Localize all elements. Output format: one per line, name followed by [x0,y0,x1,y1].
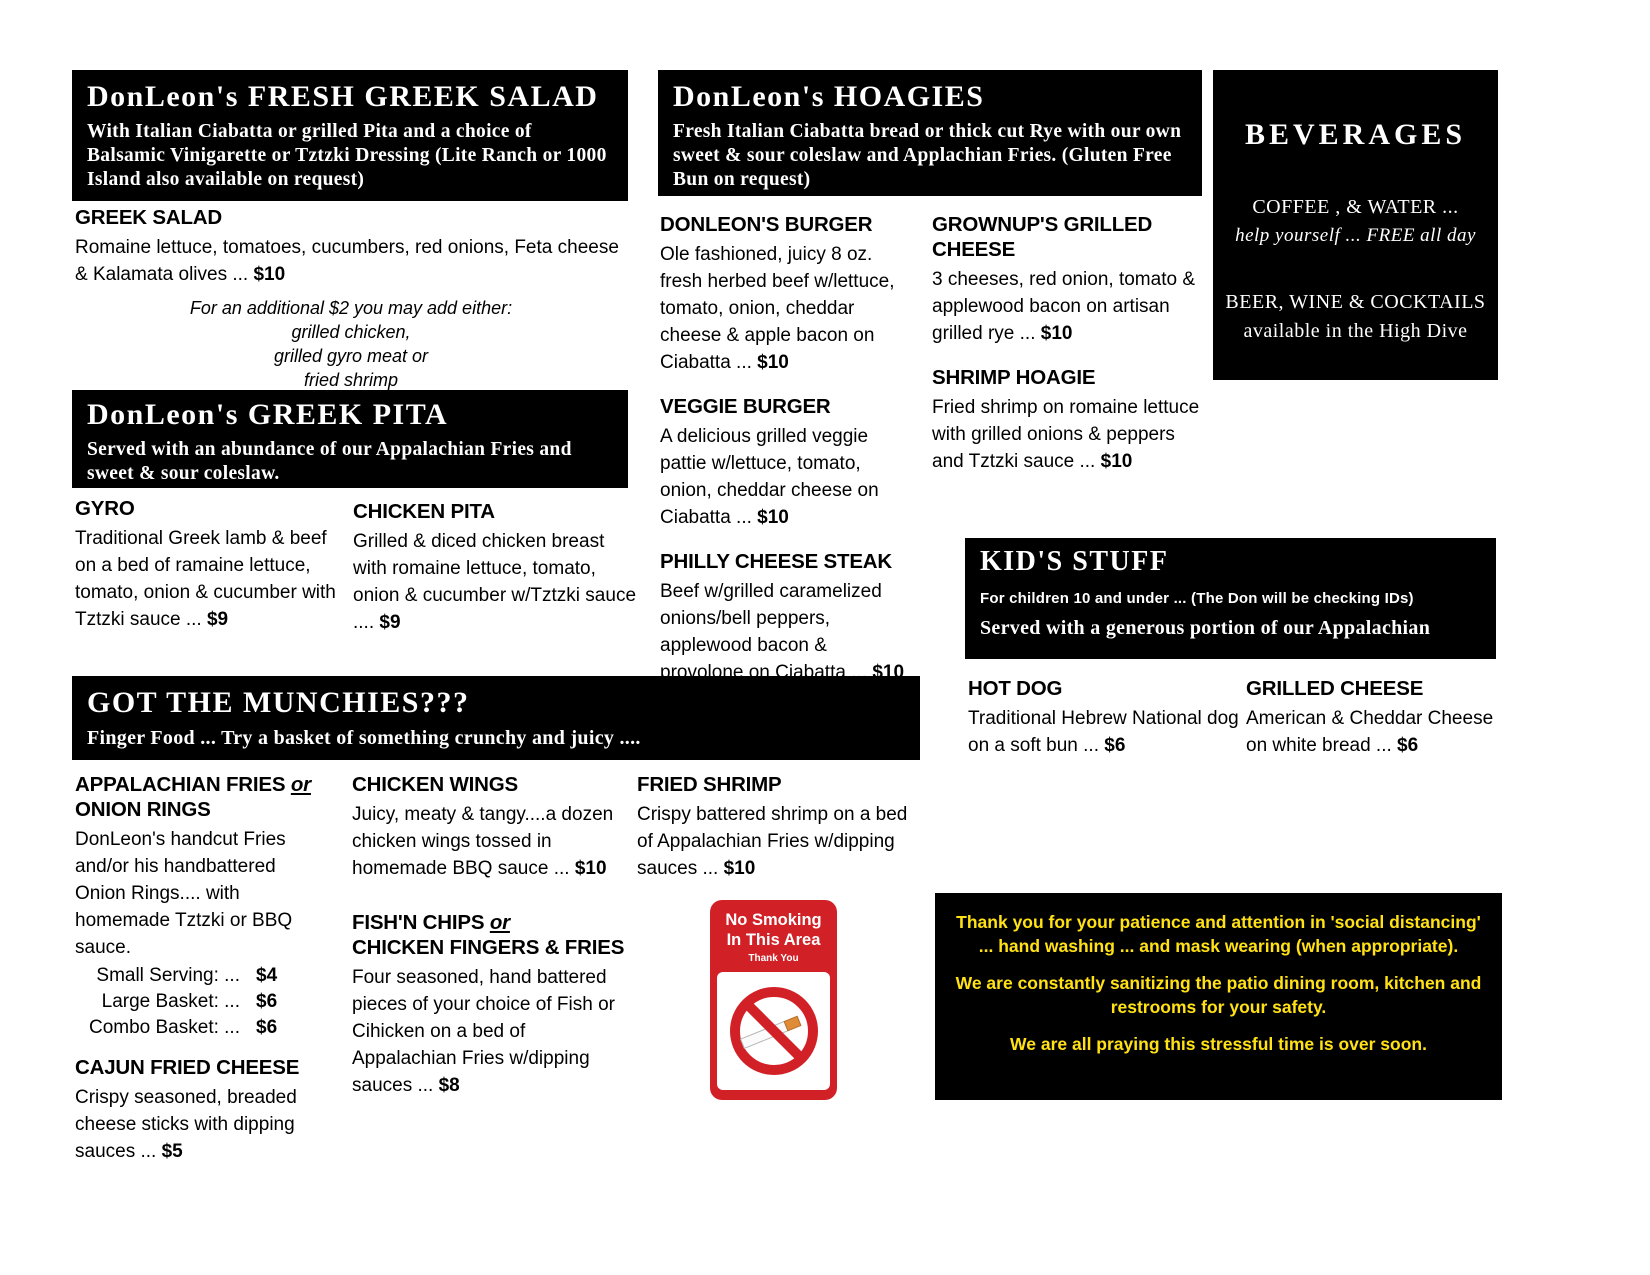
greek-salad-addon-note [75,296,627,392]
no-smoking-symbol-panel [717,972,830,1090]
item-desc-text: American & Cheddar Cheese on white bread ... [1246,708,1494,756]
item-name [75,772,331,822]
item-name-part: ONION RINGS [75,798,211,821]
item-desc-text: Romaine lettuce, tomatoes, cucumbers, red onions, Feta cheese & Kalamata olives ... [75,237,619,285]
item-name: CAJUN FRIED CHEESE [75,1056,300,1079]
beverages-title: BEVERAGES [1244,118,1467,151]
hoagies-column-left [660,212,914,708]
price-label: Small Serving: ... [96,965,240,986]
price-line [75,1015,331,1041]
item-price: $4 [256,965,278,986]
item-desc-text: Crispy battered shrimp on a bed of Appalachian Fries w/dipping sauces ... [637,804,908,879]
munchies-column-3 [637,772,923,904]
item-desc-text: Traditional Hebrew National dog on a soft bun ... [968,708,1239,756]
section-subtitle-hoagies: Fresh Italian Ciabatta bread or thick cut Rye with our own sweet & sour coleslaw and Applachian Fries. (Gluten Free Bun on request) [673,121,1182,190]
item-name: VEGGIE BURGER [660,395,831,418]
item-description: DonLeon's handcut Fries and/or his handbattered Onion Rings.... with homemade Tztzki or BBQ sauce. [75,829,293,958]
menu-item-appalachian-fries [75,772,331,1041]
item-name-part: APPALACHIAN FRIES [75,773,286,796]
item-desc-text: Ole fashioned, juicy 8 oz. fresh herbed beef w/lettuce, tomato, onion, cheddar cheese & apple bacon on Ciabatta ... [660,244,895,373]
item-name [352,910,625,960]
no-smoking-icon [724,981,824,1081]
item-desc-text: Fried shrimp on romaine lettuce with grilled onions & peppers and Tztzki sauce ... [932,397,1200,472]
item-price: $10 [723,858,756,879]
menu-item-kids-grilled-cheese [1246,676,1500,759]
item-description [352,801,614,882]
item-description [660,578,914,686]
item-name: GROWNUP'S GRILLED CHEESE [932,213,1153,261]
menu-item-hot-dog [968,676,1244,759]
addon-line: fried shrimp [303,370,399,390]
item-price: $6 [256,1017,278,1038]
item-name: CHICKEN WINGS [352,773,518,796]
item-price: $6 [1104,735,1126,756]
section-title-greek-salad: DonLeon's FRESH GREEK SALAD [87,80,599,113]
item-desc-text: Four seasoned, hand battered pieces of your choice of Fish or Cihicken on a bed of Appalachian Fries w/dipping sauces ... [352,967,615,1096]
item-price: $10 [253,264,286,285]
section-subtitle-kids: Served with a generous portion of our Appalachian [980,617,1431,639]
menu-item-grownups-grilled-cheese [932,212,1202,347]
item-description [1246,705,1500,759]
item-price: $9 [379,612,401,633]
covid-notice-paragraph: We are all praying this stressful time is over soon. [1010,1034,1427,1054]
menu-item-philly-cheese-steak [660,549,914,686]
section-title-kids: KID'S STUFF [980,546,1169,577]
item-description [660,423,914,531]
beverages-line: COFFEE , & WATER ... [1252,196,1459,218]
greek-pita-column-left [75,496,347,655]
section-subtitle-munchies: Finger Food ... Try a basket of something crunchy and juicy .... [87,727,641,749]
item-price: $10 [574,858,607,879]
beverages-box [1213,70,1498,380]
kids-column-left [968,676,1244,781]
item-description [75,234,627,288]
price-line [75,963,331,989]
item-price: $10 [1040,323,1073,344]
item-desc-text: Traditional Greek lamb & beef on a bed of ramaine lettuce, tomato, onion & cucumber with Tztzki sauce ... [75,528,336,630]
item-price: $10 [872,662,905,683]
item-name: GREEK SALAD [75,206,223,229]
menu-item-fried-shrimp [637,772,923,882]
menu-item-shrimp-hoagie [932,365,1202,475]
item-description [75,525,347,633]
item-name-part: FISH'N CHIPS [352,911,485,934]
item-name: GRILLED CHEESE [1246,677,1424,700]
item-description [660,241,914,376]
section-subtitle-greek-salad: With Italian Ciabatta or grilled Pita and a choice of Balsamic Vinigarette or Tztzki Dressing (Lite Ranch or 1000 Island also available on request) [87,121,607,190]
greek-salad-content [75,205,627,392]
beverages-line: BEER, WINE & COCKTAILS [1225,291,1486,313]
item-name: HOT DOG [968,677,1063,700]
section-subtitle-greek-pita: Served with an abundance of our Appalachian Fries and sweet & sour coleslaw. [87,439,572,484]
no-smoking-text: No Smoking [725,911,822,929]
no-smoking-thank-you: Thank You [748,953,799,964]
item-price: $8 [438,1075,460,1096]
menu-item-greek-salad [75,205,627,288]
price-line [75,989,331,1015]
item-price: $6 [256,991,278,1012]
covid-notice-box [935,893,1502,1100]
item-price: $10 [757,352,789,373]
covid-notice-paragraph: Thank you for your patience and attention in 'social distancing' ... hand washing ... and mask wearing (when appropriate). [956,912,1481,956]
kids-column-right [1246,676,1500,781]
addon-line: grilled gyro meat or [273,346,429,366]
section-banner-hoagies [658,70,1202,196]
item-desc-text: Beef w/grilled caramelized onions/bell peppers, applewood bacon & provolone on Ciabatta ... [660,581,882,683]
item-name: PHILLY CHEESE STEAK [660,550,893,573]
item-description [932,266,1202,347]
munchies-column-1 [75,772,331,1187]
menu-item-veggie-burger [660,394,914,531]
item-price: $5 [161,1141,183,1162]
item-name: SHRIMP HOAGIE [932,366,1096,389]
hoagies-column-right [932,212,1202,497]
section-banner-greek-salad [72,70,628,201]
beverages-line: available in the High Dive [1243,320,1468,342]
no-smoking-sign [710,900,837,1100]
addon-line: For an additional $2 you may add either: [189,298,513,318]
munchies-column-2 [352,772,625,1121]
price-label: Combo Basket: ... [88,1017,240,1038]
menu-item-chicken-pita [353,499,637,636]
menu-item-chicken-wings [352,772,622,882]
item-desc-text: Juicy, meaty & tangy....a dozen chicken wings tossed in homemade BBQ sauce ... [352,804,614,879]
item-description [932,394,1202,475]
item-description [637,801,923,882]
section-title-munchies: GOT THE MUNCHIES??? [87,686,470,719]
item-name: CHICKEN PITA [353,500,495,523]
item-desc-text: 3 cheeses, red onion, tomato & applewood bacon on artisan grilled rye ... [932,269,1195,344]
no-smoking-text: In This Area [726,931,821,949]
item-name-or: or [489,911,510,934]
covid-notice-paragraph: We are constantly sanitizing the patio dining room, kitchen and restrooms for your safety. [955,973,1482,1017]
menu-item-fish-n-chips [352,910,625,1099]
item-name: FRIED SHRIMP [637,773,782,796]
menu-item-gyro [75,496,347,633]
item-price: $10 [757,507,789,528]
item-name: GYRO [75,497,135,520]
item-name-part: CHICKEN FINGERS & FRIES [352,936,625,959]
section-banner-greek-pita [72,390,628,488]
item-desc-text: Crispy seasoned, breaded cheese sticks with dipping sauces ... [75,1087,297,1162]
addon-line: grilled chicken, [291,322,411,342]
section-title-hoagies: DonLeon's HOAGIES [673,80,985,113]
fries-price-list [75,963,331,1041]
item-description [75,1084,307,1165]
item-description [352,964,618,1099]
item-desc-text: Grilled & diced chicken breast with romaine lettuce, tomato, onion & cucumber w/Tztzki sauce .... [353,531,637,633]
kids-age-note: For children 10 and under ... (The Don will be checking IDs) [980,590,1414,607]
item-desc-text: A delicious grilled veggie pattie w/lettuce, tomato, onion, cheddar cheese on Ciabatta ... [660,426,879,528]
item-price: $10 [1100,451,1133,472]
beverages-line: help yourself ... FREE all day [1235,225,1476,246]
section-title-greek-pita: DonLeon's GREEK PITA [87,398,449,431]
section-banner-kids [965,538,1496,659]
item-name: DONLEON'S BURGER [660,213,873,236]
item-price: $6 [1397,735,1419,756]
price-label: Large Basket: ... [101,991,240,1012]
item-name-or: or [290,773,311,796]
item-price: $9 [206,609,229,630]
item-description [968,705,1244,759]
item-description [353,528,637,636]
greek-pita-column-right [353,499,637,658]
menu-item-cajun-fried-cheese [75,1055,331,1165]
menu-item-donleons-burger [660,212,914,376]
